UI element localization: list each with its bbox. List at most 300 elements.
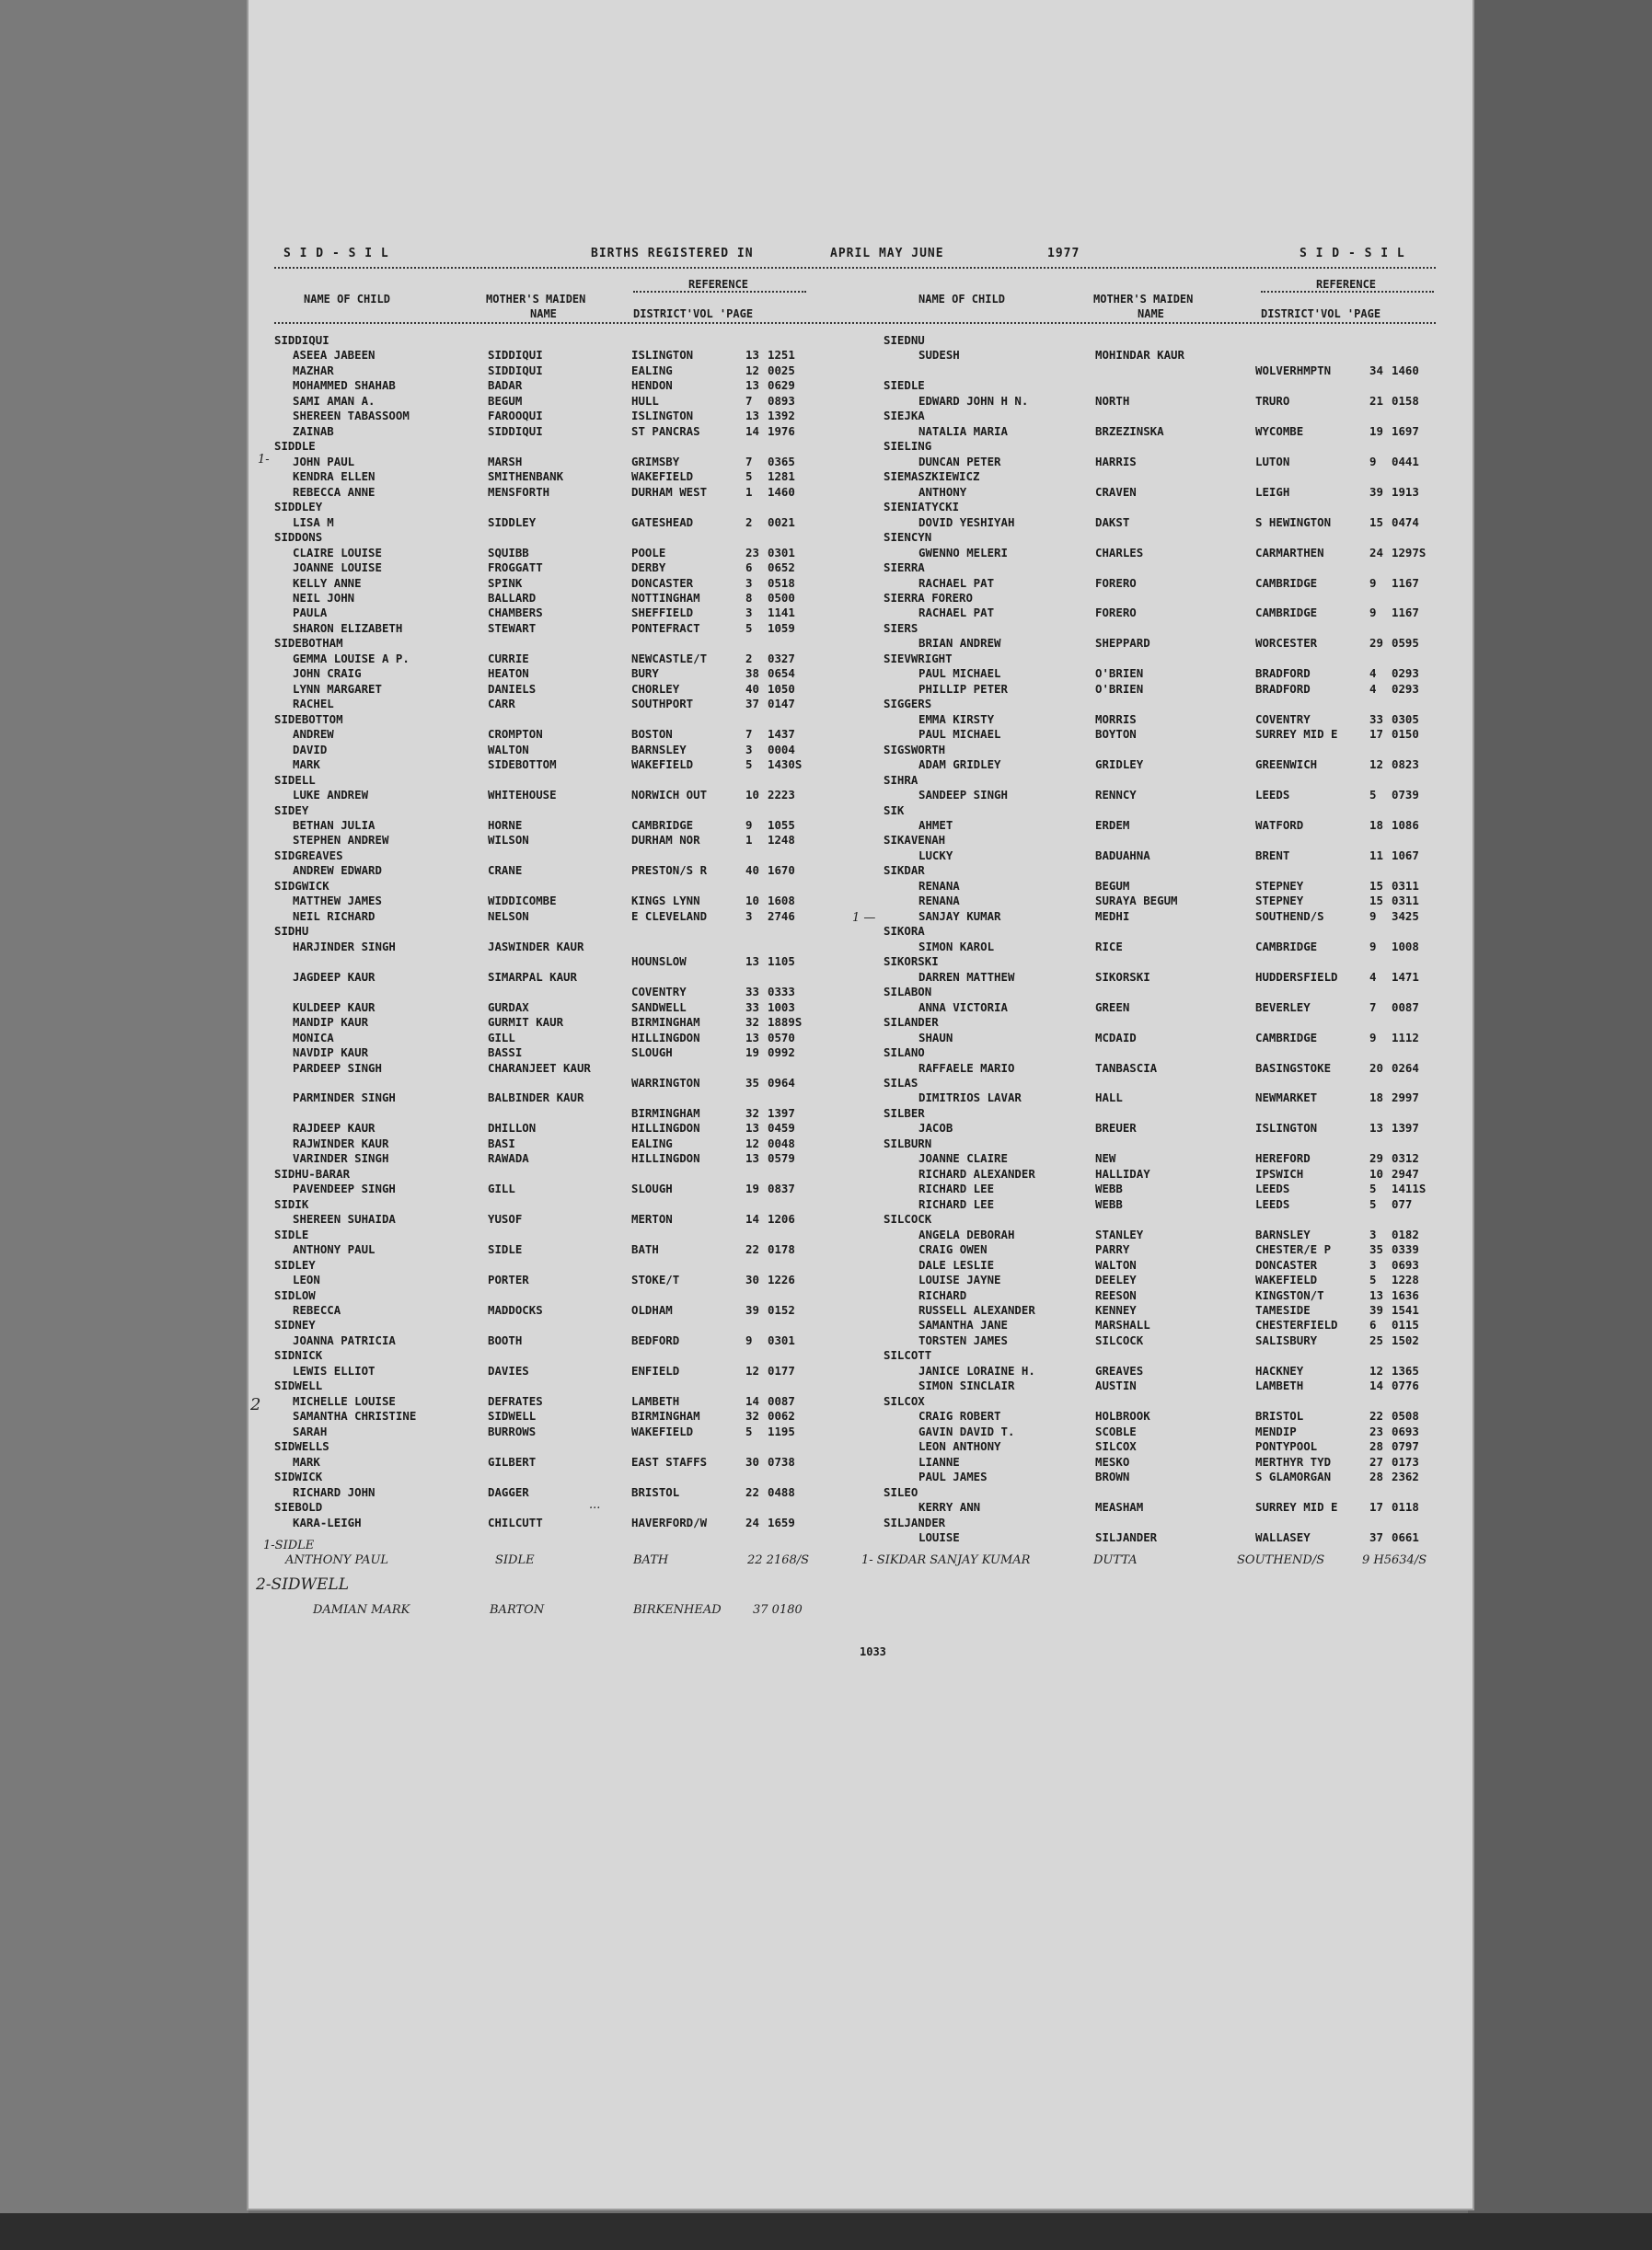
district: DURHAM WEST — [631, 484, 708, 499]
volume: 9 — [1369, 908, 1377, 923]
district: WALLASEY — [1255, 1530, 1311, 1545]
register-row — [884, 818, 1445, 833]
volume: 38 — [745, 666, 759, 681]
register-row — [884, 924, 1445, 939]
child-name: MONICA — [293, 1030, 334, 1044]
district: BRENT — [1255, 848, 1290, 862]
child-name: ANTHONY PAUL — [293, 1242, 375, 1257]
district: S HEWINGTON — [1255, 514, 1332, 529]
header-rule-bottom — [274, 322, 1436, 324]
child-name: SIKORSKI — [884, 954, 939, 969]
mother-maiden-name: NELSON — [488, 908, 529, 923]
volume: 19 — [745, 1182, 759, 1196]
register-row — [274, 1455, 836, 1470]
page: 0474 — [1392, 514, 1419, 529]
mother-maiden-name: SIDWELL — [488, 1409, 537, 1424]
register-row — [274, 636, 836, 651]
volume: 3 — [1369, 1227, 1377, 1241]
page: 0305 — [1392, 711, 1419, 726]
mother-maiden-name: GILL — [488, 1030, 515, 1044]
register-row — [884, 469, 1445, 484]
volume: 35 — [745, 1075, 759, 1090]
child-name: LIANNE — [918, 1454, 960, 1469]
child-name: RAJWINDER KAUR — [293, 1136, 389, 1150]
child-name: TORSTEN JAMES — [918, 1333, 1008, 1347]
volume: 15 — [1369, 514, 1383, 529]
mother-maiden-name: SIDDLEY — [488, 514, 537, 529]
volume: 5 — [745, 469, 753, 484]
scanner-left-margin — [0, 0, 248, 2250]
register-row — [884, 1242, 1445, 1257]
page: 0459 — [768, 1121, 795, 1136]
register-row — [274, 455, 836, 469]
child-name: RICHARD LEE — [918, 1182, 995, 1196]
volume: 35 — [1369, 1242, 1383, 1257]
register-row — [884, 1348, 1445, 1363]
district: CHESTER/E P — [1255, 1242, 1332, 1257]
register-row — [274, 1303, 836, 1318]
page: 1112 — [1392, 1030, 1419, 1044]
volume: 23 — [1369, 1424, 1383, 1438]
mother-maiden-name: AUSTIN — [1095, 1379, 1137, 1393]
district: DONCASTER — [1255, 1257, 1318, 1272]
register-row — [274, 1045, 836, 1060]
volume: 4 — [1369, 666, 1377, 681]
child-name: SIEDNU — [884, 333, 925, 347]
register-row — [884, 863, 1445, 878]
district: WAKEFIELD — [631, 469, 694, 484]
volume: 15 — [1369, 878, 1383, 893]
page: 0311 — [1392, 894, 1419, 908]
volume: 6 — [745, 560, 753, 575]
handwritten-entry-3-volpage: 37 0180 — [753, 1603, 803, 1617]
volume: 3 — [745, 908, 753, 923]
page: 0312 — [1392, 1151, 1419, 1166]
register-row — [884, 1167, 1445, 1182]
page: 1502 — [1392, 1333, 1419, 1347]
district: BASINGSTOKE — [1255, 1060, 1332, 1075]
register-row — [274, 1273, 836, 1287]
register-row — [884, 1151, 1445, 1166]
register-row — [884, 1106, 1445, 1121]
mother-maiden-name: CROMPTON — [488, 727, 543, 742]
child-name: SIDWELLS — [274, 1439, 329, 1454]
child-name: SIGGERS — [884, 697, 932, 711]
district: WAKEFIELD — [631, 757, 694, 772]
child-name: MICHELLE LOUISE — [293, 1393, 396, 1408]
volume: 5 — [1369, 788, 1377, 802]
right-range-code: S I D - S I L — [1300, 247, 1405, 260]
register-row — [274, 576, 836, 591]
volume: 29 — [1369, 636, 1383, 651]
volume: 37 — [745, 697, 759, 711]
volume: 5 — [1369, 1196, 1377, 1211]
mother-maiden-name: BRZEZINSKA — [1095, 423, 1164, 438]
child-name: SILCOTT — [884, 1348, 932, 1363]
page: 0365 — [768, 454, 795, 468]
register-row — [274, 621, 836, 636]
child-name: NAVDIP KAUR — [293, 1045, 369, 1060]
volume: 28 — [1369, 1470, 1383, 1484]
mother-maiden-name: BEGUM — [1095, 878, 1130, 893]
child-name: SIDNICK — [274, 1348, 323, 1363]
volume: 2 — [745, 514, 753, 529]
child-name: SHARON ELIZABETH — [293, 620, 403, 635]
register-row — [274, 773, 836, 788]
child-name: PAULA — [293, 606, 328, 620]
child-name: MATTHEW JAMES — [293, 894, 382, 908]
district: SHEFFIELD — [631, 606, 694, 620]
district: HACKNEY — [1255, 1363, 1304, 1378]
mother-maiden-name: BADAR — [488, 378, 523, 393]
district: PONTEFRACT — [631, 620, 700, 635]
mother-maiden-name: PORTER — [488, 1273, 529, 1287]
page: 0087 — [768, 1393, 795, 1408]
child-name: DIMITRIOS LAVAR — [918, 1090, 1022, 1105]
register-row — [884, 1364, 1445, 1379]
register-row — [884, 970, 1445, 985]
mother-maiden-name: SPINK — [488, 575, 523, 590]
child-name: SILBER — [884, 1105, 925, 1120]
volume: 13 — [745, 348, 759, 363]
register-row — [274, 818, 836, 833]
volume: 4 — [1369, 681, 1377, 696]
child-name: SIGSWORTH — [884, 742, 946, 756]
volume: 40 — [745, 863, 759, 878]
page: 1195 — [768, 1424, 795, 1438]
register-row — [884, 743, 1445, 757]
mother-maiden-name: O'BRIEN — [1095, 681, 1144, 696]
page: 1086 — [1392, 818, 1419, 832]
page: 1636 — [1392, 1287, 1419, 1302]
district: BRADFORD — [1255, 666, 1311, 681]
child-name: MANDIP KAUR — [293, 1015, 369, 1030]
child-name: SILBURN — [884, 1136, 932, 1150]
page: 1430S — [768, 757, 803, 772]
mother-maiden-name: DEFRATES — [488, 1393, 543, 1408]
register-row — [274, 1015, 836, 1030]
child-name: ASEEA JABEEN — [293, 348, 375, 363]
district: IPSWICH — [1255, 1166, 1304, 1181]
page: 0150 — [1392, 727, 1419, 742]
register-row — [884, 712, 1445, 727]
mother-maiden-name: O'BRIEN — [1095, 666, 1144, 681]
volume: 13 — [745, 1121, 759, 1136]
child-name: SIELING — [884, 439, 932, 454]
child-name: MARK — [293, 757, 320, 772]
page: 0264 — [1392, 1060, 1419, 1075]
mother-maiden-name: WEBB — [1095, 1196, 1123, 1211]
page: 1397 — [768, 1105, 795, 1120]
child-name: SIDNEY — [274, 1318, 316, 1333]
child-name: RICHARD — [918, 1287, 967, 1302]
page: 1365 — [1392, 1363, 1419, 1378]
register-row — [884, 591, 1445, 606]
register-row — [884, 879, 1445, 894]
page: 0579 — [768, 1151, 795, 1166]
child-name: BETHAN JULIA — [293, 818, 375, 832]
child-name: SARAH — [293, 1424, 328, 1438]
register-page — [248, 0, 1473, 2209]
volume: 10 — [1369, 1166, 1383, 1181]
mother-maiden-name: BREUER — [1095, 1121, 1137, 1136]
mother-maiden-name: SCOBLE — [1095, 1424, 1137, 1438]
volume: 23 — [745, 545, 759, 560]
mother-maiden-name: CARR — [488, 697, 515, 711]
child-name: SIDHU — [274, 924, 309, 939]
register-row — [274, 1182, 836, 1196]
mother-maiden-name: MOHINDAR KAUR — [1095, 348, 1184, 363]
child-name: SIERS — [884, 620, 918, 635]
register-row — [884, 1485, 1445, 1500]
page: 077 — [1392, 1196, 1413, 1211]
child-name: SIDGWICK — [274, 878, 329, 893]
register-row — [274, 848, 836, 863]
mother-maiden-name: NORTH — [1095, 393, 1130, 408]
child-name: SIDEBOTHAM — [274, 636, 343, 651]
child-name: ZAINAB — [293, 423, 334, 438]
mother-maiden-name: WILSON — [488, 833, 529, 848]
mother-maiden-name: SURAYA BEGUM — [1095, 894, 1178, 908]
volume: 14 — [745, 1212, 759, 1227]
page: 0797 — [1392, 1439, 1419, 1454]
child-name: SILCOX — [884, 1393, 925, 1408]
mother-maiden-name: SHEPPARD — [1095, 636, 1150, 651]
register-row — [274, 348, 836, 363]
child-name: LISA M — [293, 514, 334, 529]
volume: 6 — [1369, 1318, 1377, 1333]
child-name: REBECCA ANNE — [293, 484, 375, 499]
register-row — [274, 1379, 836, 1393]
child-name: SIDLEY — [274, 1257, 316, 1272]
mother-maiden-name: JASWINDER KAUR — [488, 939, 584, 953]
register-row — [884, 576, 1445, 591]
register-row — [274, 1197, 836, 1212]
page: 0739 — [1392, 788, 1419, 802]
district: BATH — [631, 1242, 659, 1257]
district: BRISTOL — [1255, 1409, 1304, 1424]
volume: 2 — [745, 651, 753, 665]
district: LAMBETH — [1255, 1379, 1304, 1393]
child-name: JACOB — [918, 1121, 953, 1136]
register-row — [274, 1061, 836, 1076]
district: LEEDS — [1255, 788, 1290, 802]
district: HILLINGDON — [631, 1121, 700, 1136]
mother-maiden-name: RAWADA — [488, 1151, 529, 1166]
volume: 22 — [1369, 1409, 1383, 1424]
register-row — [884, 954, 1445, 969]
child-name: SILJANDER — [884, 1515, 946, 1529]
page: 1670 — [768, 863, 795, 878]
district: ENFIELD — [631, 1363, 680, 1378]
register-row — [884, 515, 1445, 530]
volume: 1 — [745, 484, 753, 499]
mother-maiden-name: CHARANJEET KAUR — [488, 1060, 591, 1075]
register-title: BIRTHS REGISTERED IN — [591, 247, 754, 260]
register-row — [274, 757, 836, 772]
volume: 7 — [745, 393, 753, 408]
register-row — [884, 363, 1445, 378]
page: 1437 — [768, 727, 795, 742]
page-number: 1033 — [860, 1645, 886, 1658]
handwritten-entry-2-district: SOUTHEND/S — [1237, 1553, 1325, 1567]
district: BRADFORD — [1255, 681, 1311, 696]
district: NORWICH OUT — [631, 788, 708, 802]
handwritten-entry-2-ref: 1- SIKDAR SANJAY KUMAR — [861, 1553, 1031, 1567]
child-name: SILAS — [884, 1075, 918, 1090]
child-name: ANDREW EDWARD — [293, 863, 382, 878]
register-row — [884, 1076, 1445, 1090]
register-row — [274, 924, 836, 939]
right-heading-mother-2: NAME — [1138, 307, 1164, 320]
handwritten-entry-3-ref: 2-SIDWELL — [256, 1575, 350, 1594]
page: 0837 — [768, 1182, 795, 1196]
district: GRIMSBY — [631, 454, 680, 468]
child-name: JOHN CRAIG — [293, 666, 362, 681]
volume: 12 — [745, 1363, 759, 1378]
handwritten-dots: ... — [589, 1498, 601, 1512]
child-name: JOANNA PATRICIA — [293, 1333, 396, 1347]
district: NEWCASTLE/T — [631, 651, 708, 665]
volume: 15 — [1369, 894, 1383, 908]
child-name: JANICE LORAINE H. — [918, 1363, 1035, 1378]
right-reference-rule — [1261, 291, 1434, 293]
volume: 27 — [1369, 1454, 1383, 1469]
page: 0488 — [768, 1484, 795, 1499]
child-name: RACHEL — [293, 697, 334, 711]
mother-maiden-name: DAVIES — [488, 1363, 529, 1378]
mother-maiden-name: TANBASCIA — [1095, 1060, 1158, 1075]
volume: 29 — [1369, 1151, 1383, 1166]
child-name: PAVENDEEP SINGH — [293, 1182, 396, 1196]
district: EAST STAFFS — [631, 1454, 708, 1469]
register-row — [274, 409, 836, 423]
district: BEDFORD — [631, 1333, 680, 1347]
right-heading-district: DISTRICT'VOL 'PAGE — [1261, 307, 1381, 320]
child-name: NEIL RICHARD — [293, 908, 375, 923]
register-year: 1977 — [1047, 247, 1080, 260]
district: SURREY MID E — [1255, 1500, 1338, 1515]
register-row — [274, 788, 836, 802]
volume: 3 — [745, 575, 753, 590]
district: CAMBRIDGE — [631, 818, 694, 832]
district: WAKEFIELD — [1255, 1273, 1318, 1287]
register-row — [274, 909, 836, 924]
volume: 8 — [745, 590, 753, 605]
register-row — [274, 363, 836, 378]
mother-maiden-name: NEW — [1095, 1151, 1116, 1166]
volume: 1 — [745, 833, 753, 848]
register-row — [274, 560, 836, 575]
district: BRISTOL — [631, 1484, 680, 1499]
page: 1059 — [768, 620, 795, 635]
page: 0327 — [768, 651, 795, 665]
register-row — [884, 1439, 1445, 1454]
register-row — [884, 1500, 1445, 1515]
register-row — [274, 894, 836, 908]
volume: 32 — [745, 1105, 759, 1120]
child-name: SILCOCK — [884, 1212, 932, 1227]
register-months: APRIL MAY JUNE — [830, 247, 944, 260]
handwritten-entry-2-volpage: 9 H5634/S — [1362, 1553, 1427, 1567]
register-row — [274, 1106, 836, 1121]
volume: 9 — [1369, 606, 1377, 620]
district: WATFORD — [1255, 818, 1304, 832]
child-name: SIDEBOTTOM — [274, 711, 343, 726]
page: 0147 — [768, 697, 795, 711]
volume: 11 — [1369, 848, 1383, 862]
handwritten-entry-3-mother: BARTON — [490, 1603, 545, 1617]
mother-maiden-name: MARSH — [488, 454, 523, 468]
register-row — [884, 1045, 1445, 1060]
mother-maiden-name: SILCOCK — [1095, 1333, 1144, 1347]
child-name: SIKDAR — [884, 863, 925, 878]
district: WOLVERHMPTN — [1255, 363, 1332, 377]
district: CARMARTHEN — [1255, 545, 1324, 560]
page: 0004 — [768, 742, 795, 756]
child-name: SAMI AMAN A. — [293, 393, 375, 408]
page: 2746 — [768, 908, 795, 923]
volume: 14 — [1369, 1379, 1383, 1393]
child-name: DAVID — [293, 742, 328, 756]
child-name: DARREN MATTHEW — [918, 969, 1015, 984]
mother-maiden-name: WALTON — [488, 742, 529, 756]
register-row — [884, 909, 1445, 924]
register-row — [884, 560, 1445, 575]
district: MERTON — [631, 1212, 673, 1227]
register-row — [274, 1364, 836, 1379]
mother-maiden-name: DAKST — [1095, 514, 1130, 529]
district: POOLE — [631, 545, 666, 560]
volume: 25 — [1369, 1333, 1383, 1347]
register-row — [274, 985, 836, 999]
mother-maiden-name: SIKORSKI — [1095, 969, 1150, 984]
district: SOUTHPORT — [631, 697, 694, 711]
child-name: SIDDIQUI — [274, 333, 329, 347]
child-name: RICHARD LEE — [918, 1196, 995, 1211]
page: 1105 — [768, 954, 795, 969]
register-row — [884, 682, 1445, 697]
child-name: DOVID YESHIYAH — [918, 514, 1015, 529]
child-name: KENDRA ELLEN — [293, 469, 375, 484]
district: CHORLEY — [631, 681, 680, 696]
mother-maiden-name: MEASHAM — [1095, 1500, 1144, 1515]
child-name: SIMON SINCLAIR — [918, 1379, 1015, 1393]
left-heading-mother-1: MOTHER'S MAIDEN — [486, 293, 586, 306]
district: WARRINGTON — [631, 1075, 700, 1090]
child-name: JOHN PAUL — [293, 454, 355, 468]
mother-maiden-name: CHAMBERS — [488, 606, 543, 620]
volume: 32 — [745, 1409, 759, 1424]
child-name: SIDIK — [274, 1196, 309, 1211]
page: 1392 — [768, 409, 795, 423]
mother-maiden-name: HOLBROOK — [1095, 1409, 1150, 1424]
register-row — [274, 1288, 836, 1303]
district: WORCESTER — [1255, 636, 1318, 651]
mother-maiden-name: SIDEBOTTOM — [488, 757, 557, 772]
volume: 32 — [745, 1015, 759, 1030]
mother-maiden-name: STEWART — [488, 620, 537, 635]
register-row — [884, 636, 1445, 651]
child-name: SIDDLEY — [274, 500, 323, 514]
child-name: RACHAEL PAT — [918, 606, 995, 620]
mother-maiden-name: CRAVEN — [1095, 484, 1137, 499]
register-row — [274, 1394, 836, 1409]
mother-maiden-name: KENNEY — [1095, 1303, 1137, 1317]
register-row — [884, 439, 1445, 454]
page: 0021 — [768, 514, 795, 529]
child-name: PARMINDER SINGH — [293, 1090, 396, 1105]
